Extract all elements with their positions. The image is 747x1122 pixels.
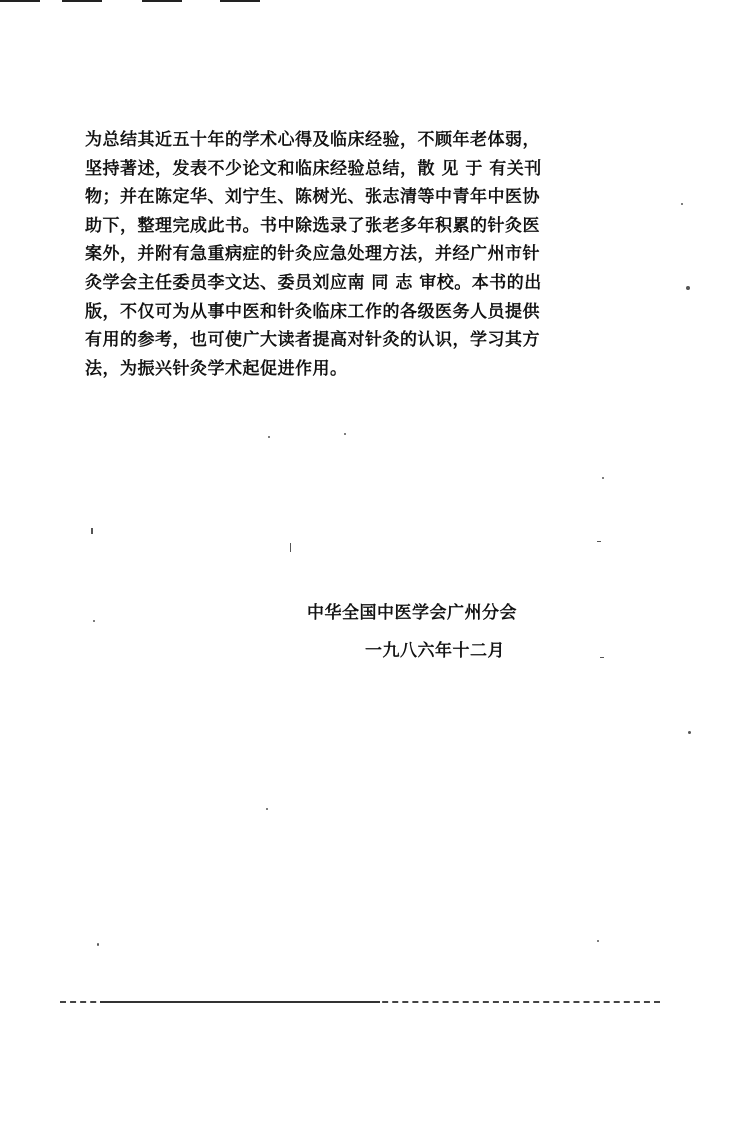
scan-speck xyxy=(686,286,690,290)
preface-paragraph xyxy=(85,126,610,383)
top-rule-1 xyxy=(0,0,40,2)
top-rule-2 xyxy=(62,0,102,2)
paragraph-line: 案外，并附有急重病症的针灸应急处理方法，并经广州市针 xyxy=(85,244,540,265)
scan-speck xyxy=(344,433,346,435)
top-rule-3 xyxy=(142,0,182,2)
signature-organization: 中华全国中医学会广州分会 xyxy=(307,603,517,623)
paragraph-line: 为总结其近五十年的学术心得及临床经验，不顾年老体弱， xyxy=(85,130,540,150)
scan-speck xyxy=(266,808,268,810)
paragraph-line: 版，不仅可为从事中医和针灸临床工作的各级医务人员提供 xyxy=(85,301,540,322)
paragraph-line: 灸学会主任委员李文达、委员刘应南 同 志 审校。本书的出 xyxy=(85,272,542,293)
scan-speck xyxy=(290,543,291,552)
paragraph-line: 有用的参考，也可使广大读者提高对针灸的认识，学习其方 xyxy=(85,330,540,351)
paragraph-line: 法，为振兴针灸学术起促进作用。 xyxy=(85,358,348,379)
scan-speck xyxy=(602,477,604,479)
bottom-rule-solid xyxy=(100,1001,380,1003)
top-rule-4 xyxy=(220,0,260,2)
scan-speck xyxy=(97,943,99,946)
scan-speck xyxy=(93,620,95,622)
scan-speck xyxy=(268,436,270,438)
scan-speck xyxy=(600,657,604,658)
scan-speck xyxy=(688,731,691,734)
scan-speck xyxy=(597,541,601,542)
scan-speck xyxy=(597,940,599,942)
paragraph-line: 物；并在陈定华、刘宁生、陈树光、张志清等中青年中医协 xyxy=(85,187,540,208)
paragraph-line: 助下，整理完成此书。书中除选录了张老多年积累的针灸医 xyxy=(85,215,540,236)
paragraph-line: 坚持著述，发表不少论文和临床经验总结，散 见 于 有关刊 xyxy=(85,158,542,179)
scan-speck xyxy=(681,203,683,205)
scan-speck xyxy=(91,528,93,534)
signature-date: 一九八六年十二月 xyxy=(365,641,505,661)
